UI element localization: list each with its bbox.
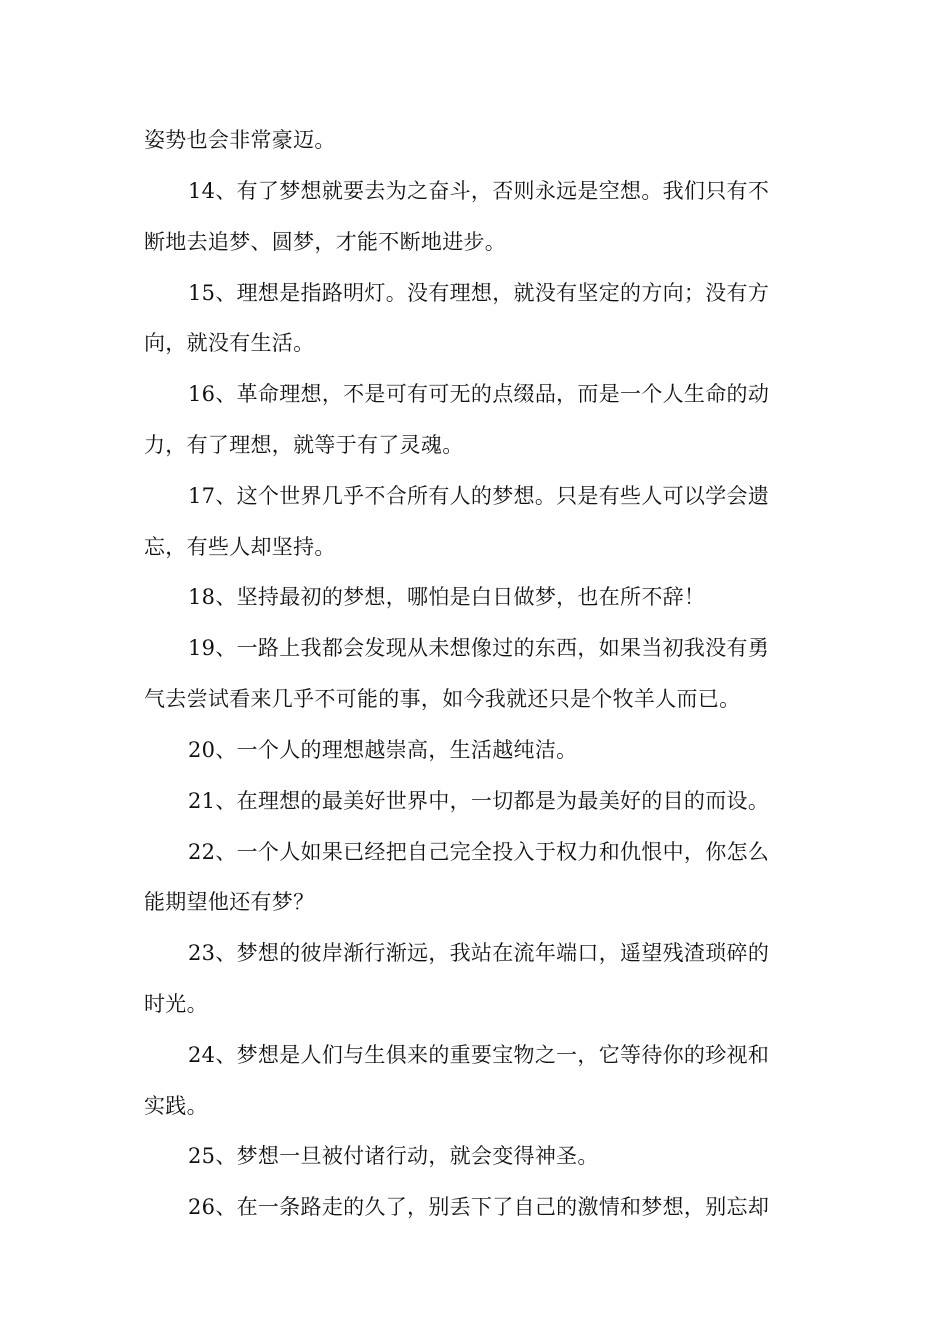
- text-line: 能期望他还有梦？: [144, 890, 315, 914]
- text-line: 断地去追梦、圆梦，才能不断地进步。: [144, 230, 507, 254]
- text-line: 忘，有些人却坚持。: [144, 535, 336, 559]
- text-line: 19、一路上我都会发现从未想像过的东西，如果当初我没有勇: [188, 636, 770, 660]
- text-line: 16、革命理想，不是可有可无的点缀品，而是一个人生命的动: [188, 382, 770, 406]
- text-line: 姿势也会非常豪迈。: [144, 128, 336, 152]
- text-line: 17、这个世界几乎不合所有人的梦想。只是有些人可以学会遗: [188, 484, 770, 508]
- text-line: 18、坚持最初的梦想，哪怕是白日做梦，也在所不辞！: [188, 585, 706, 609]
- text-line: 25、梦想一旦被付诸行动，就会变得神圣。: [188, 1144, 599, 1168]
- text-line: 21、在理想的最美好世界中，一切都是为最美好的目的而设。: [188, 789, 770, 813]
- text-line: 实践。: [144, 1094, 208, 1118]
- text-line: 22、一个人如果已经把自己完全投入于权力和仇恨中，你怎么: [188, 840, 770, 864]
- text-line: 力，有了理想，就等于有了灵魂。: [144, 433, 464, 457]
- text-line: 20、一个人的理想越崇高，生活越纯洁。: [188, 738, 578, 762]
- text-line: 气去尝试看来几乎不可能的事，如今我就还只是个牧羊人而已。: [144, 687, 741, 711]
- text-line: 26、在一条路走的久了，别丢下了自己的激情和梦想，别忘却: [188, 1195, 770, 1219]
- text-line: 15、理想是指路明灯。没有理想，就没有坚定的方向；没有方: [188, 281, 770, 305]
- text-line: 24、梦想是人们与生俱来的重要宝物之一，它等待你的珍视和: [188, 1043, 770, 1067]
- text-line: 向，就没有生活。: [144, 331, 315, 355]
- text-line: 23、梦想的彼岸渐行渐远，我站在流年端口，遥望残渣琐碎的: [188, 941, 770, 965]
- text-line: 时光。: [144, 992, 208, 1016]
- text-line: 14、有了梦想就要去为之奋斗，否则永远是空想。我们只有不: [188, 179, 770, 203]
